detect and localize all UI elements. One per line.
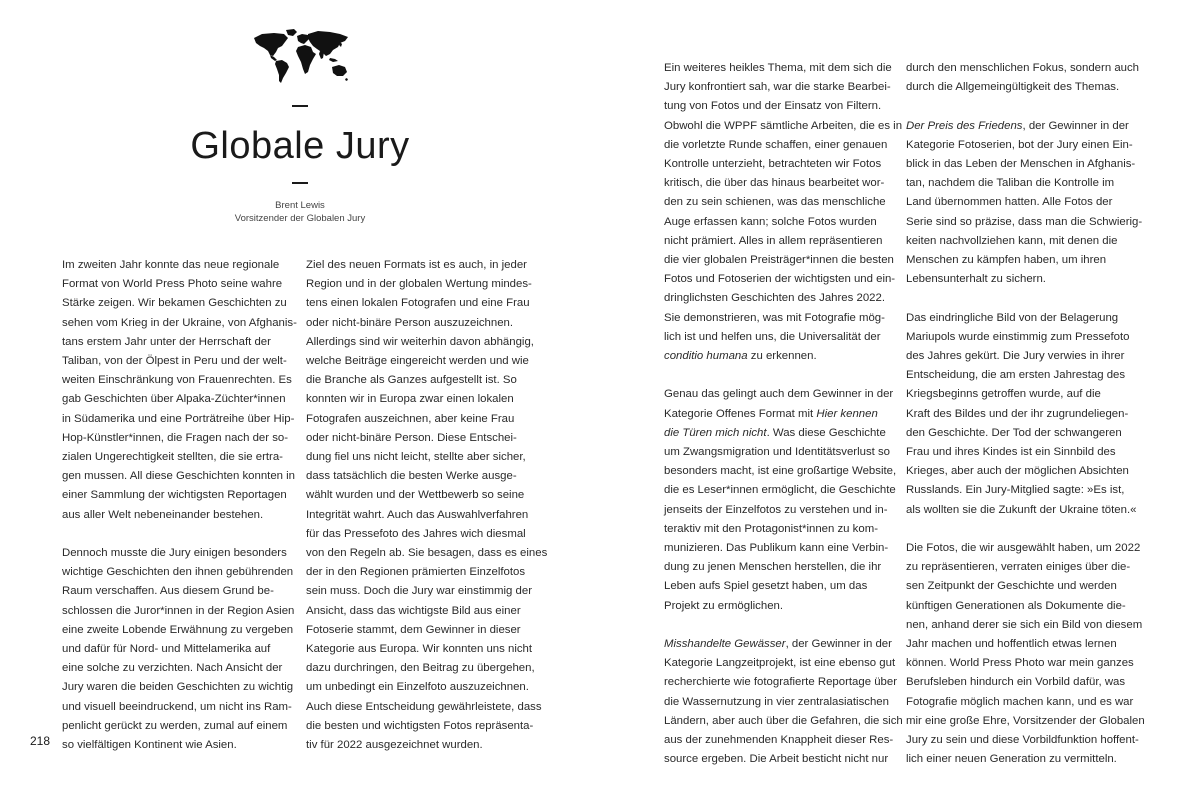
text-line: dung fiel uns nicht leicht, stellte aber sicher, bbox=[306, 451, 526, 464]
text-line: blick in das Leben der Menschen in Afghanis- bbox=[906, 158, 1136, 170]
text-line: des Jahres gekürt. Die Jury verwies in ihrer bbox=[906, 350, 1125, 363]
text-line: Fotografie möglich machen kann, und es war bbox=[906, 695, 1134, 708]
text-line: Kriegsbeginns getroffen wurde, auf die bbox=[906, 388, 1101, 401]
text-line: den zu sein schienen, was das menschliche bbox=[664, 196, 886, 209]
text-line: penlicht gerückt zu werden, zumal auf einem bbox=[62, 719, 288, 732]
text-line: nen, anhand derer sie sich ein Bild von diesem bbox=[906, 618, 1143, 631]
text-line: Allerdings sind wir weiterhin davon abhängig, bbox=[306, 335, 534, 348]
text-line: nicht prämiert. Alles in allem repräsentieren bbox=[664, 234, 883, 247]
text-line: die besten und wichtigsten Fotos repräsenta- bbox=[306, 719, 534, 732]
text-line: gab Geschichten über Alpaka-Züchter*innen bbox=[62, 393, 286, 406]
page-number: 218 bbox=[30, 734, 51, 748]
text-line: mir eine große Ehre, Vorsitzender der Globalen bbox=[906, 714, 1145, 727]
paragraph bbox=[306, 256, 548, 755]
text-line: munizieren. Das Publikum kann eine Verbin- bbox=[664, 542, 889, 555]
text-line: eine solche zu verzichten. Nach Ansicht der bbox=[62, 662, 283, 675]
text-line: aus der zunehmenden Knappheit dieser Res- bbox=[664, 734, 894, 747]
text-line: oder nicht-binäre Person auszuzeichnen. bbox=[306, 316, 514, 329]
text-line: Projekt zu ermöglichen. bbox=[664, 599, 784, 612]
text-line: künftigen Generationen als Dokumente die- bbox=[906, 599, 1126, 612]
text-line: Die Fotos, die wir ausgewählt haben, um 2022 bbox=[906, 542, 1141, 555]
text-line: tung von Fotos und der Einsatz von Filtern. bbox=[664, 100, 882, 113]
text-line: für das Pressefoto des Jahres wich diesmal bbox=[306, 527, 526, 540]
paragraph bbox=[906, 117, 1143, 290]
text-line: dringlichsten Geschichten des Jahres 2022. bbox=[664, 292, 885, 305]
italic-title: Der Preis des Friedens bbox=[906, 119, 1023, 132]
text-line: durch den menschlichen Fokus, sondern auch bbox=[906, 62, 1140, 74]
text-segment: zu erkennen. bbox=[747, 350, 817, 363]
paragraph bbox=[62, 256, 297, 525]
text-line: der in den Regionen prämierten Einzelfotos bbox=[306, 566, 526, 579]
title-rule-top bbox=[292, 105, 308, 107]
text-line: Frau und ihres Kindes ist ein Sinnbild des bbox=[906, 446, 1116, 459]
text-column-1 bbox=[62, 256, 297, 774]
text-line bbox=[664, 635, 896, 654]
text-line: um Zwangsmigration und Identitätsverlust so bbox=[664, 446, 891, 459]
italic-title: Misshandelte Gewässer bbox=[664, 638, 786, 651]
text-line: Berufsleben hindurch ein Vorbild dafür, was bbox=[906, 676, 1126, 689]
left-page bbox=[0, 0, 600, 774]
title-rule-bottom bbox=[292, 182, 308, 184]
author-role: Vorsitzender der Globalen Jury bbox=[234, 213, 366, 224]
text-segment: , der Gewinner in der bbox=[785, 638, 892, 651]
text-line: Ein weiteres heikles Thema, mit dem sich die bbox=[664, 62, 892, 74]
text-line: Lebensunterhalt zu sichern. bbox=[906, 273, 1046, 286]
text-line: Region und in der globalen Wertung mindes- bbox=[306, 278, 532, 291]
text-line: Hop-Künstler*innen, die Fragen nach der so- bbox=[62, 431, 289, 444]
text-line: sein muss. Doch die Jury war einstimmig der bbox=[306, 585, 532, 598]
text-line: Im zweiten Jahr konnte das neue regionale bbox=[62, 259, 280, 271]
paragraph bbox=[906, 309, 1138, 520]
text-line: und dafür für Nord- und Mittelamerika auf bbox=[62, 643, 271, 656]
text-line: Jury konfrontiert sah, war die starke Bearbei- bbox=[664, 81, 891, 94]
text-line: wählt wurden und der Wettbewerb so seine bbox=[306, 489, 525, 502]
text-line: Land übernommen hatten. Alle Fotos der bbox=[906, 196, 1113, 209]
text-line: so vielfältigen Kontinent wie Asien. bbox=[62, 739, 237, 752]
text-line: Obwohl die WPPF sämtliche Arbeiten, die es in bbox=[664, 119, 903, 132]
text-line: Format von World Press Photo seine wahre bbox=[62, 278, 283, 291]
text-line: lich einer neuen Generation zu vermitteln. bbox=[906, 753, 1117, 766]
text-line: wichtige Geschichten den ihnen gebührenden bbox=[62, 566, 294, 579]
paragraph bbox=[906, 59, 1138, 97]
text-line: Krieges, aber auch der möglichen Absichten bbox=[906, 465, 1129, 478]
text-line: Kontrolle unterzieht, betrachteten wir Fotos bbox=[664, 158, 882, 171]
text-line: lich ist und helfen uns, die Universalität der bbox=[664, 330, 881, 343]
text-line: Fotos und Fotoserien der wichtigsten und ein- bbox=[664, 273, 896, 286]
text-line: die vorletzte Runde schaffen, einer genauen bbox=[664, 138, 888, 151]
text-line bbox=[664, 424, 896, 443]
text-line: Jahr machen und hoffentlich etwas lernen bbox=[906, 638, 1117, 651]
text-line: kritisch, die über das hinaus bearbeitet wor- bbox=[664, 177, 885, 190]
paragraph bbox=[664, 59, 903, 366]
text-column-3 bbox=[664, 59, 903, 789]
text-line bbox=[664, 347, 896, 366]
text-line: Fotoserie stammt, dem Gewinner in dieser bbox=[306, 623, 521, 636]
text-line: recherchierte wie fotografierte Reportage über bbox=[664, 676, 898, 689]
text-line: Sie demonstrieren, was mit Fotografie mög- bbox=[664, 311, 885, 324]
text-line: die Branche als Ganzes aufgestellt ist. So bbox=[306, 374, 517, 387]
italic-title: die Türen mich nicht bbox=[664, 426, 767, 439]
text-line: dass tatsächlich die besten Werke ausge- bbox=[306, 470, 517, 483]
text-line: dung zu jenen Menschen herstellen, die ihr bbox=[664, 561, 882, 574]
text-line: teraktiv mit den Protagonist*innen zu kom- bbox=[664, 522, 878, 535]
text-line: Kategorie Langzeitprojekt, ist eine ebenso gut bbox=[664, 657, 896, 670]
text-line: Integrität wahrt. Auch das Auswahlverfahren bbox=[306, 508, 529, 521]
text-line: Serie sind so präzise, dass man die Schwierig- bbox=[906, 215, 1143, 228]
author-byline bbox=[150, 199, 450, 225]
text-line: tans erstem Jahr unter der Herrschaft der bbox=[62, 335, 271, 348]
text-line: tiv für 2022 ausgezeichnet wurden. bbox=[306, 739, 483, 752]
text-segment: . Was diese Geschichte bbox=[766, 426, 886, 439]
text-line: welche Beiträge eingereicht werden und wie bbox=[306, 355, 529, 368]
paragraph bbox=[906, 539, 1145, 769]
text-line: durch die Allgemeingültigkeit des Themas. bbox=[906, 81, 1120, 94]
text-line: tens einen lokalen Fotografen und eine Frau bbox=[306, 297, 530, 310]
text-line: oder nicht-binäre Person. Diese Entschei- bbox=[306, 431, 517, 444]
italic-title: Hier kennen bbox=[816, 407, 878, 420]
text-line: besonders macht, ist eine großartige Website, bbox=[664, 465, 897, 478]
text-line: Kraft des Bildes und der ihr zugrundeliegen- bbox=[906, 407, 1129, 420]
text-line: Ziel des neuen Formats ist es auch, in jeder bbox=[306, 259, 527, 271]
world-map-icon bbox=[252, 28, 350, 84]
text-line: Jury zu sein und diese Vorbildfunktion hoffent- bbox=[906, 734, 1139, 747]
text-line: aus aller Welt nebeneinander bestehen. bbox=[62, 508, 264, 521]
text-line: Russlands. Ein Jury-Mitglied sagte: »Es ist, bbox=[906, 484, 1125, 497]
italic-title: conditio humana bbox=[664, 350, 748, 363]
text-line: zu repräsentieren, verraten einiges über die- bbox=[906, 561, 1131, 574]
text-line: Kategorie aus Europa. Wir konnten uns nicht bbox=[306, 643, 533, 656]
paragraph bbox=[62, 544, 294, 755]
right-page bbox=[600, 0, 1200, 774]
text-line: Stärke zeigen. Wir bekamen Geschichten zu bbox=[62, 297, 287, 310]
author-name: Brent Lewis bbox=[275, 200, 325, 211]
text-line: die vier globalen Preisträger*innen die besten bbox=[664, 254, 894, 267]
text-line: sen Zeitpunkt der Geschichte und werden bbox=[906, 580, 1117, 593]
text-line: Auge erfassen kann; solche Fotos wurden bbox=[664, 215, 877, 228]
text-line: Fotografen auszeichnen, aber keine Frau bbox=[306, 412, 515, 425]
text-column-4 bbox=[906, 59, 1145, 789]
paragraph bbox=[664, 635, 903, 769]
text-line: als wollten sie die Zukunft der Ukraine töten.« bbox=[906, 503, 1137, 516]
text-line: Genau das gelingt auch dem Gewinner in der bbox=[664, 388, 894, 401]
text-line: die es Leser*innen ermöglicht, die Geschichte bbox=[664, 484, 896, 497]
text-segment: Kategorie Offenes Format mit bbox=[664, 407, 817, 420]
text-line: um unbedingt ein Einzelfoto auszuzeichnen. bbox=[306, 681, 529, 694]
text-line: können. World Press Photo war mein ganzes bbox=[906, 657, 1134, 670]
text-line: Dennoch musste die Jury einigen besonders bbox=[62, 547, 287, 560]
text-line: Taliban, von der Ölpest in Peru und der welt- bbox=[62, 355, 287, 368]
text-line: den Geschichte. Der Tod der schwangeren bbox=[906, 426, 1122, 439]
text-line: Raum verschaffen. Aus diesem Grund be- bbox=[62, 585, 274, 598]
text-line: gen mussen. All diese Geschichten konnten in bbox=[62, 470, 296, 483]
text-line: Jury waren die beiden Geschichten zu wichtig bbox=[62, 681, 294, 694]
text-line: konnten wir in Europa zwar einen lokalen bbox=[306, 393, 514, 406]
text-line: und visuell beeindruckend, um nicht ins Ram- bbox=[62, 700, 292, 713]
text-line: tan, nachdem die Taliban die Kontrolle im bbox=[906, 177, 1115, 190]
text-line: eine zweite Lobende Erwähnung zu vergeben bbox=[62, 623, 294, 636]
text-line: Entscheidung, die am ersten Jahrestag des bbox=[906, 369, 1126, 382]
text-line: Menschen zu kämpfen haben, um ihren bbox=[906, 254, 1107, 267]
text-segment: , der Gewinner in der bbox=[1022, 119, 1129, 132]
text-line: Mariupols wurde einstimmig zum Pressefoto bbox=[906, 330, 1130, 343]
text-line bbox=[906, 117, 1138, 136]
text-line: sehen vom Krieg in der Ukraine, von Afghanis- bbox=[62, 316, 297, 329]
text-line: keiten nachvollziehen kann, mit denen die bbox=[906, 234, 1118, 247]
text-line: Ansicht, dass das wichtigste Bild aus einer bbox=[306, 604, 521, 617]
text-line: Das eindringliche Bild von der Belagerung bbox=[906, 311, 1119, 324]
text-line bbox=[664, 405, 896, 424]
text-column-2 bbox=[306, 256, 548, 774]
text-line: Auch diese Entscheidung gewährleistete, dass bbox=[306, 700, 542, 713]
text-line: jenseits der Einzelfotos zu verstehen und in- bbox=[664, 503, 888, 516]
text-line: weiten Einschränkung von Frauenrechten. Es bbox=[62, 374, 292, 387]
paragraph bbox=[664, 385, 896, 615]
page-title: Globale Jury bbox=[190, 125, 410, 167]
text-line: zialen Ungerechtigkeit stellten, die sie ertra- bbox=[62, 451, 283, 464]
text-line: die Wassernutzung in vier zentralasiatischen bbox=[664, 695, 889, 708]
text-line: source ergeben. Die Arbeit besticht nicht nur bbox=[664, 753, 889, 766]
text-line: einer Sammlung der wichtigsten Reportagen bbox=[62, 489, 287, 502]
text-line: Leben aufs Spiel gesetzt haben, um das bbox=[664, 580, 868, 593]
text-line: in Südamerika und eine Porträtreihe über Hip- bbox=[62, 412, 295, 425]
text-line: von den Regeln ab. Sie besagen, dass es eines bbox=[306, 547, 548, 560]
text-line: Kategorie Fotoserien, bot der Jury einen Ein- bbox=[906, 138, 1133, 151]
text-line: Ländern, aber auch über die Gefahren, die sich bbox=[664, 714, 903, 727]
text-line: dazu durchringen, den Beitrag zu übergehen, bbox=[306, 662, 535, 675]
text-line: schlossen die Juror*innen in der Region Asien bbox=[62, 604, 295, 617]
